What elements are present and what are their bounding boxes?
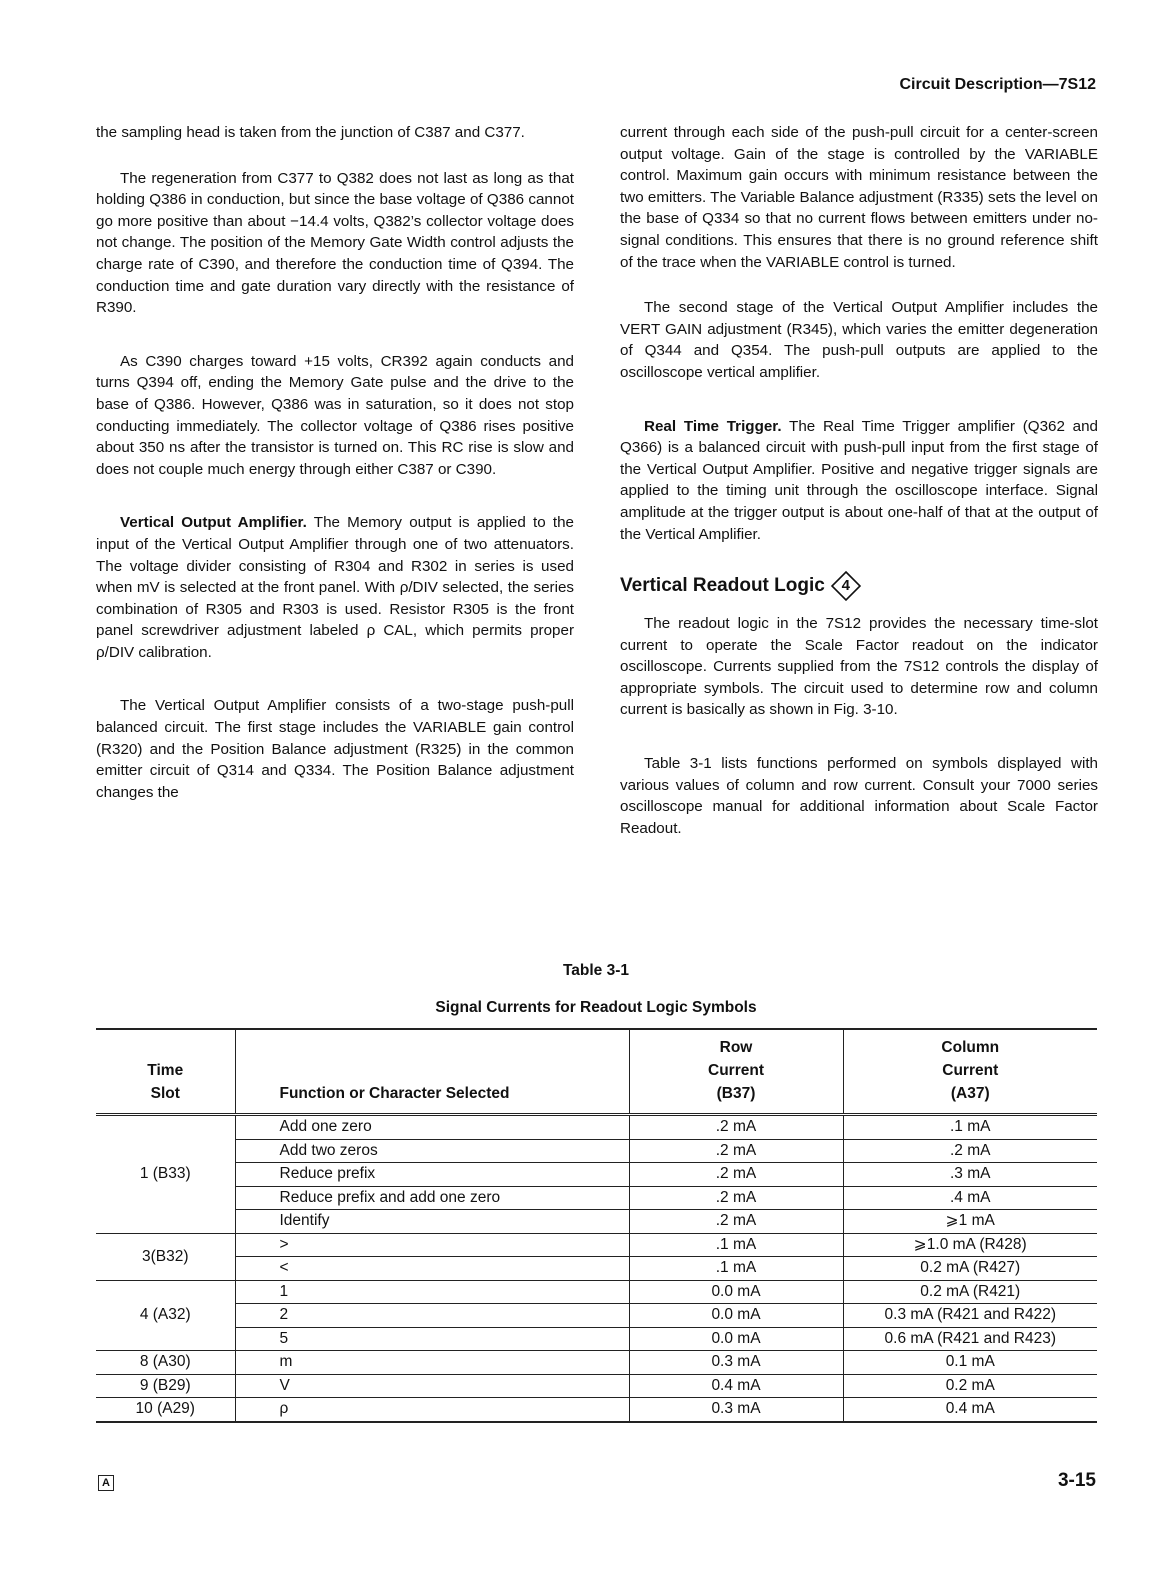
function-cell: Reduce prefix bbox=[235, 1163, 629, 1187]
function-cell: 2 bbox=[235, 1304, 629, 1328]
row-current-cell: .2 mA bbox=[629, 1186, 843, 1210]
paragraph: current through each side of the push-pull circuit for a center-screen output voltage. Gain of the stage is controlled by the VARIABLE control. Maximum gain occurs with minimum resistance between the two emitters. The Variable Balance adjustment (R335) sets the level on the base of Q334 so that no current flows between emitters under no-signal conditions. This ensures that there is no ground reference shift of the trace when the VARIABLE control is turned. bbox=[620, 124, 1098, 271]
run-in-heading: Real Time Trigger. bbox=[644, 417, 782, 435]
paragraph: As C390 charges toward +15 volts, CR392 again conducts and turns Q394 off, ending the Memory Gate pulse and the drive to the base of Q386. However, Q386 was in saturation, so it does not stop conducting immediately. The collector voltage of Q386 rises positive about 350 ns after the transistor is turned on. This RC rise is slow and does not couple much energy through either C387 or C390. bbox=[96, 352, 574, 478]
column-current-cell: .2 mA bbox=[843, 1139, 1097, 1163]
header-row-current: Row Current (B37) bbox=[629, 1029, 843, 1115]
row-current-cell: 0.3 mA bbox=[629, 1351, 843, 1375]
column-current-cell: ⩾1.0 mA (R428) bbox=[843, 1233, 1097, 1257]
header-column-current: Column Current (A37) bbox=[843, 1029, 1097, 1115]
table-row bbox=[96, 1257, 1097, 1281]
run-in-heading: Vertical Output Amplifier. bbox=[120, 514, 307, 532]
paragraph: The Vertical Output Amplifier consists of a two-stage push-pull balanced circuit. The first stage includes the VARIABLE gain control (R320) and the Position Balance adjustment (R325) in the common emitter circuit of Q314 and Q334. The Position Balance adjustment changes the bbox=[96, 697, 574, 801]
function-cell: Identify bbox=[235, 1210, 629, 1234]
function-cell: 5 bbox=[235, 1327, 629, 1351]
time-slot-cell: 4 (A32) bbox=[96, 1280, 235, 1351]
table-row bbox=[96, 1210, 1097, 1234]
paragraph-text: The Real Time Trigger amplifier (Q362 and Q366) is a balanced circuit with push-pull input from the first stage of the Vertical Output Amplifier. Positive and negative trigger signals are applied to the timing unit through the oscilloscope interface. Signal amplitude at the trigger output is about one-half of that at the output of the Vertical Amplifier. bbox=[620, 417, 1098, 543]
table-title: Signal Currents for Readout Logic Symbols bbox=[435, 999, 757, 1016]
badge-number: 4 bbox=[841, 577, 850, 595]
header-function: Function or Character Selected bbox=[235, 1029, 629, 1115]
function-cell: V bbox=[235, 1374, 629, 1398]
table-header-row bbox=[96, 1029, 1097, 1115]
table-row bbox=[96, 1115, 1097, 1140]
function-cell: ρ bbox=[235, 1398, 629, 1422]
row-current-cell: 0.3 mA bbox=[629, 1398, 843, 1422]
paragraph: the sampling head is taken from the junction of C387 and C377. bbox=[96, 124, 525, 141]
function-cell: < bbox=[235, 1257, 629, 1281]
column-current-cell: 0.4 mA bbox=[843, 1398, 1097, 1422]
row-current-cell: .1 mA bbox=[629, 1257, 843, 1281]
paragraph: The second stage of the Vertical Output Amplifier includes the VERT GAIN adjustment (R345), which varies the emitter degeneration of Q344 and Q354. The push-pull outputs are applied to the oscilloscope vertical amplifier. bbox=[620, 299, 1098, 381]
column-current-cell: .3 mA bbox=[843, 1163, 1097, 1187]
row-current-cell: 0.0 mA bbox=[629, 1327, 843, 1351]
column-current-cell: 0.3 mA (R421 and R422) bbox=[843, 1304, 1097, 1328]
row-current-cell: 0.4 mA bbox=[629, 1374, 843, 1398]
paragraph-vertical-output-amplifier bbox=[96, 512, 574, 663]
section-title: Vertical Readout Logic bbox=[620, 575, 825, 597]
table-row bbox=[96, 1233, 1097, 1257]
function-cell: Add two zeros bbox=[235, 1139, 629, 1163]
page-number: 3-15 bbox=[1057, 1470, 1096, 1491]
paragraph-text: The Memory output is applied to the input of the Vertical Output Amplifier through one of two attenuators. The voltage divider consisting of R304 and R302 in series is used when mV is selected at the front panel. With ρ/DIV selected, the series combination of R305 and R303 is used. Resistor R305 is the front panel screwdriver adjustment labeled ρ CAL, which permits proper ρ/DIV calibration. bbox=[96, 514, 574, 661]
column-current-cell: 0.1 mA bbox=[843, 1351, 1097, 1375]
time-slot-cell: 3(B32) bbox=[96, 1233, 235, 1280]
table-row bbox=[96, 1374, 1097, 1398]
column-current-cell: 0.2 mA (R421) bbox=[843, 1280, 1097, 1304]
column-current-cell: 0.6 mA (R421 and R423) bbox=[843, 1327, 1097, 1351]
column-current-cell: .1 mA bbox=[843, 1115, 1097, 1140]
row-current-cell: .2 mA bbox=[629, 1210, 843, 1234]
row-current-cell: .2 mA bbox=[629, 1139, 843, 1163]
table-row bbox=[96, 1398, 1097, 1422]
time-slot-cell: 1 (B33) bbox=[96, 1115, 235, 1234]
time-slot-cell: 10 (A29) bbox=[96, 1398, 235, 1422]
function-cell: > bbox=[235, 1233, 629, 1257]
column-current-cell: 0.2 mA (R427) bbox=[843, 1257, 1097, 1281]
diagram-number-badge bbox=[831, 571, 861, 601]
paragraph: The readout logic in the 7S12 provides the necessary time-slot current to operate the Scale Factor readout on the indicator oscilloscope. Currents supplied from the 7S12 controls the display of appropriate symbols. The circuit used to determine row and column current is basically as shown in Fig. 3-10. bbox=[620, 615, 1098, 719]
function-cell: Reduce prefix and add one zero bbox=[235, 1186, 629, 1210]
section-heading bbox=[620, 571, 1098, 601]
running-header: Circuit Description—7S12 bbox=[899, 76, 1096, 93]
column-current-cell: .4 mA bbox=[843, 1186, 1097, 1210]
row-current-cell: .2 mA bbox=[629, 1163, 843, 1187]
function-cell: 1 bbox=[235, 1280, 629, 1304]
row-current-cell: .2 mA bbox=[629, 1115, 843, 1140]
table-row bbox=[96, 1280, 1097, 1304]
time-slot-cell: 9 (B29) bbox=[96, 1374, 235, 1398]
right-column bbox=[620, 122, 1098, 871]
table-row bbox=[96, 1327, 1097, 1351]
paragraph: The regeneration from C377 to Q382 does not last as long as that holding Q386 in conduction, but since the base voltage of Q386 cannot go more positive than about −14.4 volts, Q382’s collector voltage does not change. The position of the Memory Gate Width control adjusts the charge rate of C390, and therefore the conduction time of Q394. The conduction time and gate duration vary directly with the resistance of R390. bbox=[96, 169, 574, 317]
time-slot-cell: 8 (A30) bbox=[96, 1351, 235, 1375]
table-row bbox=[96, 1351, 1097, 1375]
paragraph: Table 3-1 lists functions performed on symbols displayed with various values of column and row current. Consult your 7000 series oscilloscope manual for additional information about Scale Factor Readout. bbox=[620, 755, 1098, 837]
column-current-cell: 0.2 mA bbox=[843, 1374, 1097, 1398]
function-cell: Add one zero bbox=[235, 1115, 629, 1140]
table-row bbox=[96, 1304, 1097, 1328]
revision-mark-icon: A bbox=[98, 1475, 114, 1491]
table-row bbox=[96, 1163, 1097, 1187]
row-current-cell: 0.0 mA bbox=[629, 1280, 843, 1304]
paragraph-real-time-trigger bbox=[620, 416, 1098, 546]
function-cell: m bbox=[235, 1351, 629, 1375]
table-number: Table 3-1 bbox=[562, 962, 630, 979]
signal-currents-table bbox=[96, 1028, 1097, 1423]
row-current-cell: .1 mA bbox=[629, 1233, 843, 1257]
header-time-slot: Time Slot bbox=[96, 1029, 235, 1115]
row-current-cell: 0.0 mA bbox=[629, 1304, 843, 1328]
column-current-cell: ⩾1 mA bbox=[843, 1210, 1097, 1234]
table-row bbox=[96, 1139, 1097, 1163]
left-column bbox=[96, 122, 574, 835]
table-row bbox=[96, 1186, 1097, 1210]
